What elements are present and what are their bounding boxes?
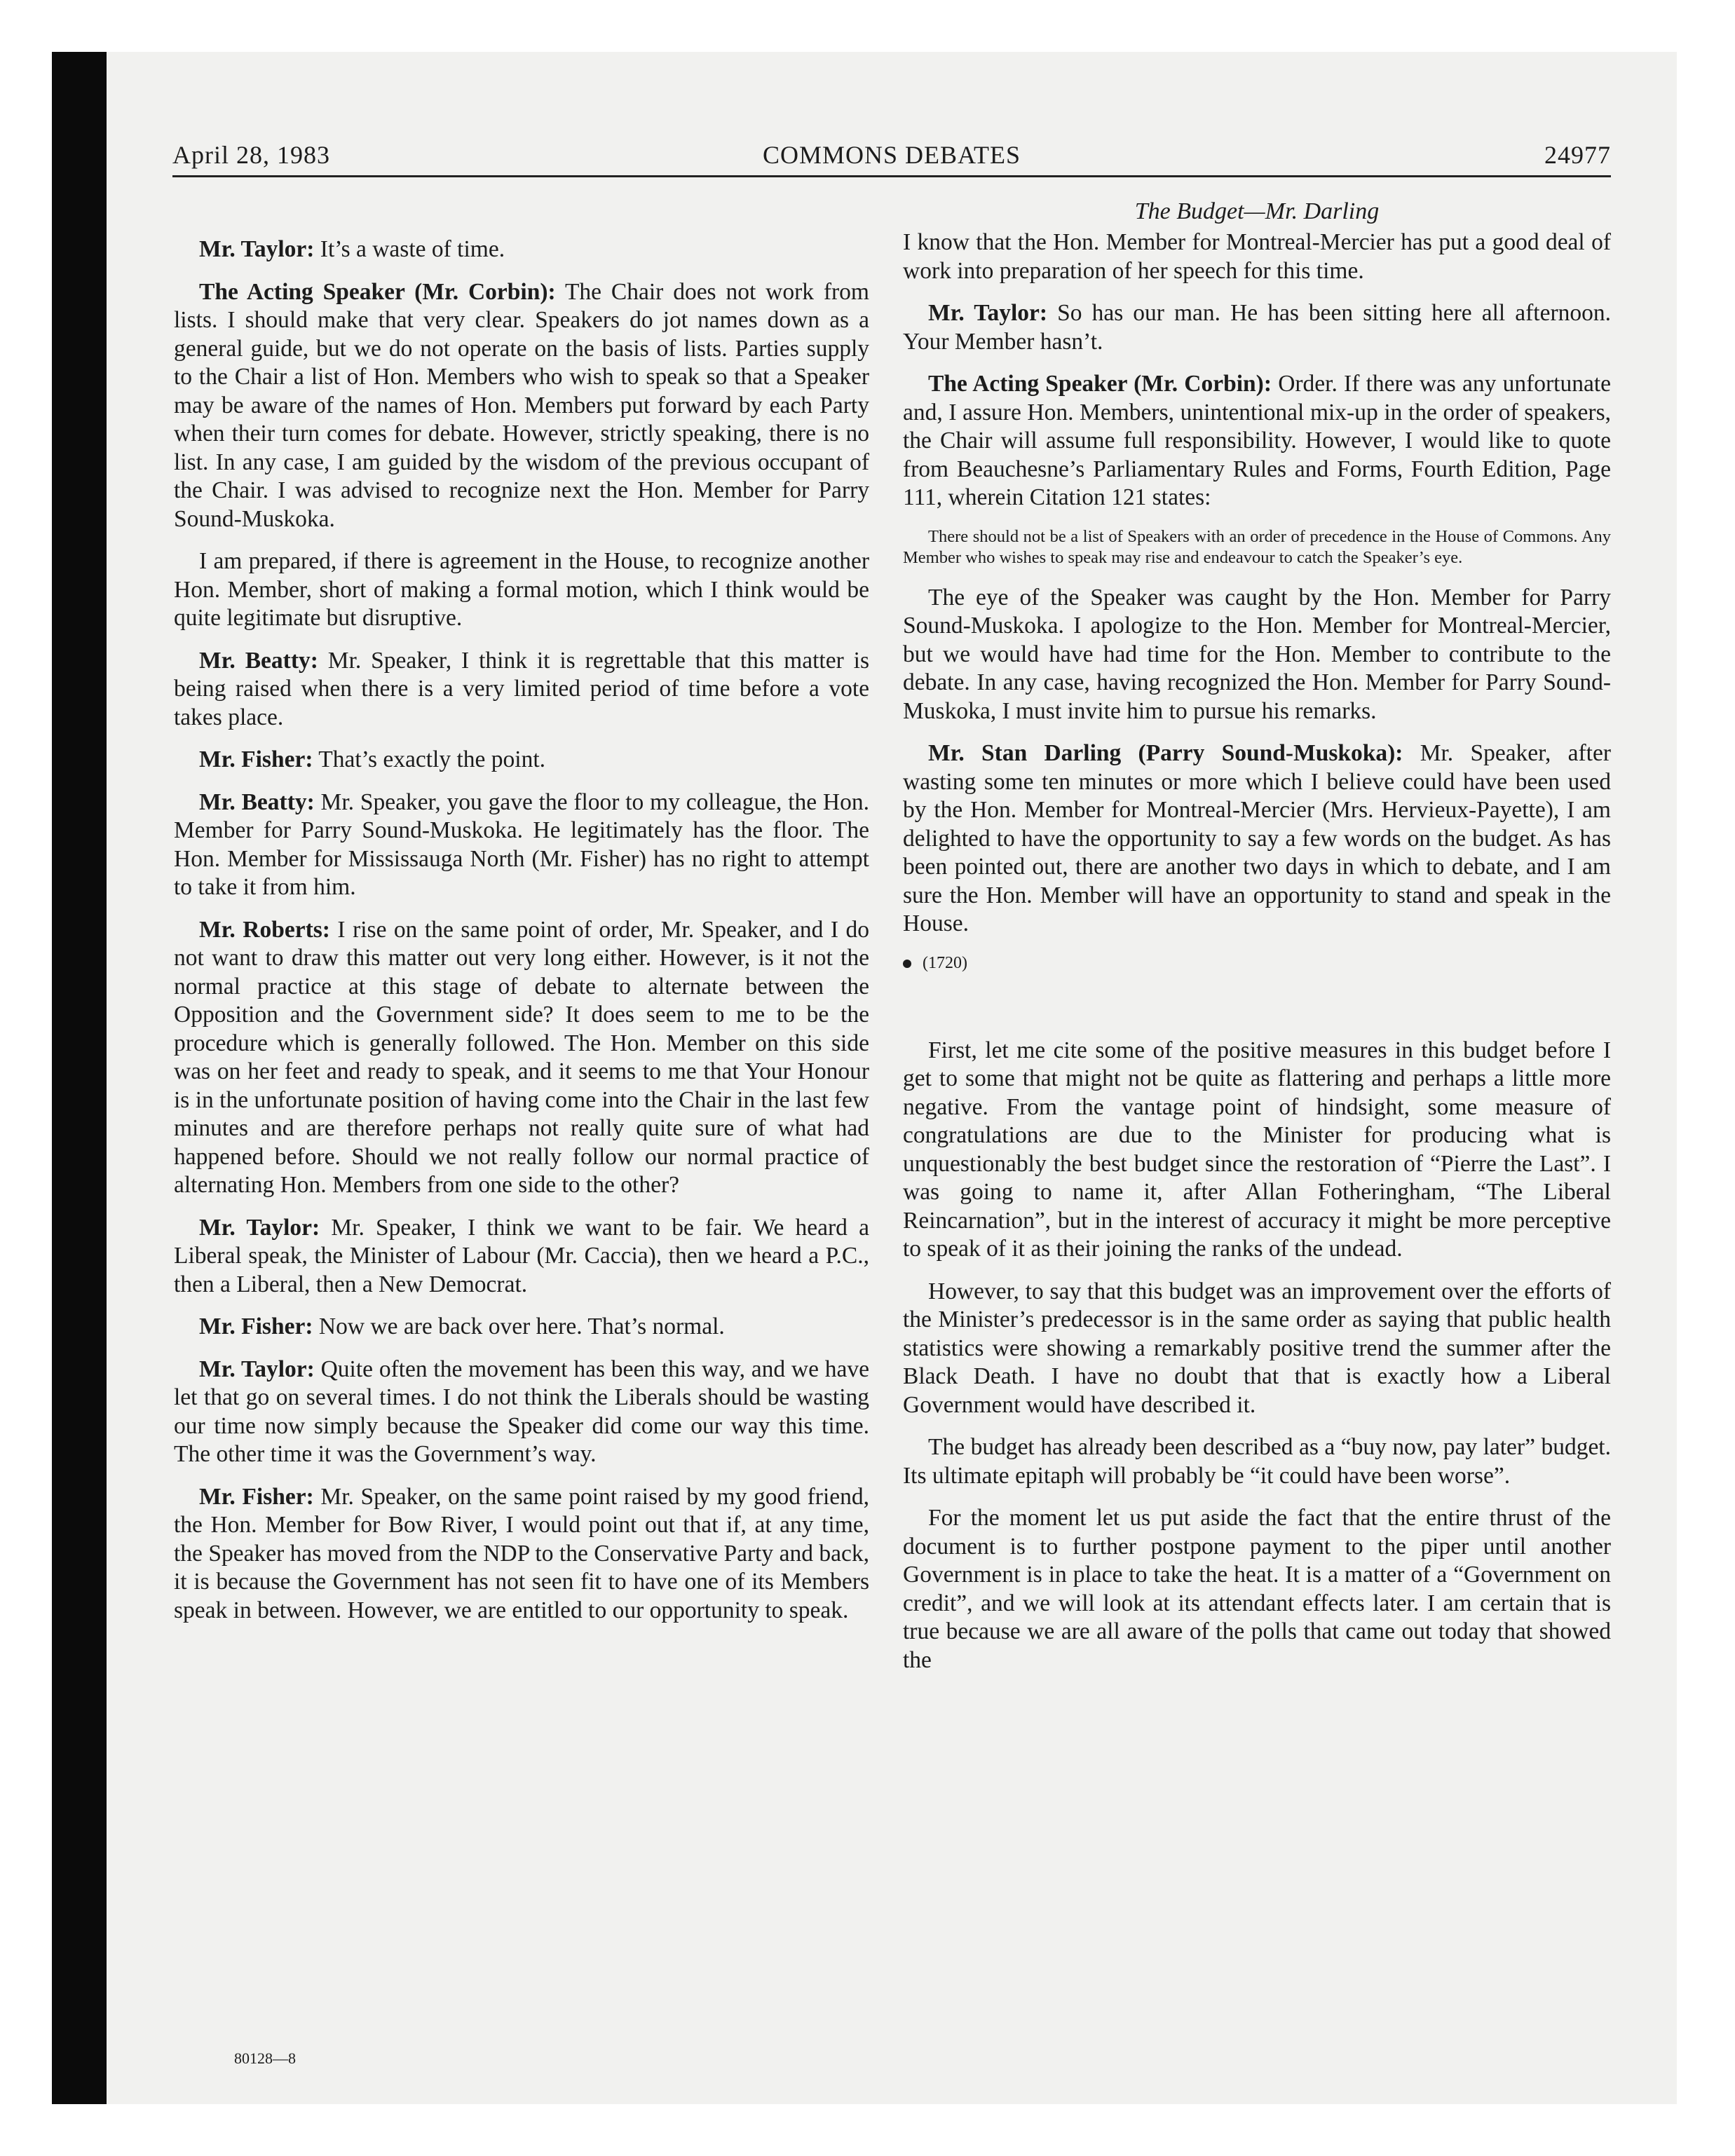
speaker-name: Mr. Fisher: (199, 1314, 313, 1339)
paragraph (174, 746, 869, 775)
paragraph-text: The eye of the Speaker was caught by the Hon. Member for Parry Sound-Muskoka. I apologize to the Hon. Member for Montreal-Mercier, but we would have had time for the Hon. Member to contribute to the debate. In any case, having recognized the Hon. Member for Parry Sound-Muskoka, I must invite him to pursue his remarks. (903, 584, 1611, 724)
paragraph (174, 236, 869, 264)
paragraph-text: I rise on the same point of order, Mr. Speaker, and I do not want to draw this matter out very long either. However, is it not the normal practice at this stage of debate to alternate between the Opposition and the Government side? It does seem to me to be the procedure which is generally followed. The Hon. Member on this side was on her feet and ready to speak, and it seems to me that Your Honour is in the unfortunate position of having come into the Chair in the last few minutes and are therefore perhaps not really quite sure of what had happened before. Should we not really follow our normal practice of alternating Hon. Members from one side to the other? (174, 916, 869, 1198)
left-column (174, 236, 869, 1639)
paragraph (903, 584, 1611, 726)
paragraph (174, 647, 869, 732)
paragraph-text: Mr. Speaker, I think it is regrettable that this matter is being raised when there is a very limited period of time before a vote takes place. (174, 647, 870, 730)
time-marker-text: (1720) (923, 953, 967, 972)
block-quote (903, 526, 1611, 568)
paragraph-text: So has our man. He has been sitting here all afternoon. Your Member hasn’t. (903, 300, 1611, 355)
time-marker (903, 953, 1611, 974)
paragraph (903, 299, 1611, 356)
footer-code: 80128—8 (234, 2049, 296, 2067)
speaker-name: Mr. Taylor: (928, 300, 1048, 326)
speaker-name: Mr. Beatty: (199, 789, 315, 815)
paragraph-text: Order. If there was any unfortunate and, I assure Hon. Members, unintentional mix-up in the order of speakers, the Chair will assume full responsibility. However, I would like to quote from Beauchesne’s Parliamentary Rules and Forms, Fourth Edition, Page 111, wherein Citation 121 states: (903, 371, 1612, 510)
paragraph-text: Now we are back over here. That’s normal. (313, 1314, 725, 1339)
paragraph (174, 789, 869, 902)
paragraph-text: I am prepared, if there is agreement in the House, to recognize another Hon. Member, short of making a formal motion, which I think would be quite legitimate but disruptive. (174, 548, 869, 631)
header-page-number: 24977 (1544, 141, 1611, 169)
speaker-name: Mr. Taylor: (199, 1214, 320, 1241)
paragraph (174, 1313, 869, 1342)
paragraph-text: Mr. Speaker, I think we want to be fair. We heard a Liberal speak, the Minister of Labour (Mr. Caccia), then we heard a P.C., then a Liberal, then a New Democrat. (174, 1214, 869, 1297)
paragraph: First, let me cite some of the positive measures in this budget before I get to some that might not be quite as flattering and perhaps a little more negative. From the vantage point of hindsight, some measure of congratulations are due to the Minister for producing what is unquestionably the best budget since the restoration of “Pierre the Last”. I was going to name it, after Allan Fotheringham, “The Liberal Reincarnation”, but in the interest of accuracy it might be more perceptive to speak of it as their joining the ranks of the undead. (903, 1037, 1611, 1262)
speaker-name: Mr. Stan Darling (Parry Sound-Muskoka): (928, 740, 1403, 766)
paragraph: The budget has already been described as a “buy now, pay later” budget. Its ultimate epitaph will probably be “it could have been worse”. (903, 1434, 1611, 1489)
paragraph (174, 1483, 869, 1625)
speaker-name: Mr. Fisher: (199, 746, 313, 772)
paragraph (903, 370, 1611, 512)
speaker-name: Mr. Beatty: (199, 647, 318, 674)
paragraph-text: Mr. Speaker, on the same point raised by my good friend, the Hon. Member for Bow River, I would point out that if, at any time, the Speaker has moved from the NDP to the Conservative Party and back, it is because the Government has not seen fit to have one of its Members speak in between. However, we are entitled to our opportunity to speak. (174, 1483, 869, 1623)
speaker-name: Mr. Fisher: (199, 1483, 314, 1510)
speaker-name: Mr. Roberts: (199, 916, 330, 943)
header-date: April 28, 1983 (172, 141, 330, 169)
running-head: The Budget—Mr. Darling (1134, 198, 1380, 224)
paragraph-text: It’s a waste of time. (314, 236, 505, 262)
paragraph-text: That’s exactly the point. (313, 746, 546, 772)
quote-text: There should not be a list of Speakers with an order of precedence in the House of Commons. Any Member who wishes to speak may rise and endeavour to catch the Speaker’s eye. (903, 526, 1611, 567)
paragraph: However, to say that this budget was an improvement over the efforts of the Minister’s predecessor is in the same order as saying that public health statistics were showing a remarkably positive trend the summer after the Black Death. I have no doubt that that is exactly how a Liberal Government would have described it. (903, 1278, 1611, 1418)
header-rule (172, 175, 1611, 177)
paragraph-text: Mr. Speaker, you gave the floor to my colleague, the Hon. Member for Parry Sound-Muskoka. He legitimately has the floor. The Hon. Member for Mississauga North (Mr. Fisher) has no right to attempt to take it from him. (174, 789, 869, 900)
paragraph: I know that the Hon. Member for Montreal-Mercier has put a good deal of work into preparation of her speech for this time. (903, 229, 1611, 284)
bullet-icon (903, 960, 911, 968)
header-title: COMMONS DEBATES (762, 141, 1021, 169)
speaker-name: Mr. Taylor: (199, 1356, 315, 1382)
paragraph-text: Mr. Speaker, after wasting some ten minutes or more which I believe could have been used by the Hon. Member for Montreal-Mercier (Mrs. Hervieux-Payette), I am delighted to have the opportunity to say a few words on the budget. As has been pointed out, there are another two days in which to debate, and I am sure the Hon. Member will have an opportunity to stand and speak in the House. (903, 740, 1611, 936)
paragraph (174, 278, 869, 534)
paragraph: For the moment let us put aside the fact that the entire thrust of the document is to further postpone payment to the piper until another Government is in place to take the heat. It is a matter of a “Government on credit”, and we will look at its attendant effects later. I am certain that is true because we are all aware of the polls that came out today that showed the (903, 1505, 1611, 1673)
paragraph-text: The Chair does not work from lists. I should make that very clear. Speakers do jot names down as a general guide, but we do not operate on the basis of lists. Parties supply to the Chair a list of Hon. Members who wish to speak so that a Speaker may be aware of the names of Hon. Members put forward by each Party when their turn comes for debate. However, strictly speaking, there is no list. In any case, I am guided by the wisdom of the previous occupant of the Chair. I was advised to recognize next the Hon. Member for Parry Sound-Muskoka. (174, 278, 869, 532)
paragraph (903, 739, 1611, 939)
paragraph-text: Quite often the movement has been this way, and we have let that go on several times. I do not think the Liberals should be wasting our time now simply because the Speaker did come our way this time. The other time it was the Government’s way. (174, 1356, 869, 1467)
paragraph (174, 916, 869, 1200)
right-column (903, 198, 1611, 1688)
scan-black-edge (52, 52, 107, 2104)
speaker-name: Mr. Taylor: (199, 236, 315, 262)
paragraph (174, 547, 869, 633)
speaker-name: The Acting Speaker (Mr. Corbin): (928, 371, 1272, 397)
paragraph (174, 1356, 869, 1469)
speaker-name: The Acting Speaker (Mr. Corbin): (199, 278, 556, 305)
paragraph (174, 1214, 869, 1299)
